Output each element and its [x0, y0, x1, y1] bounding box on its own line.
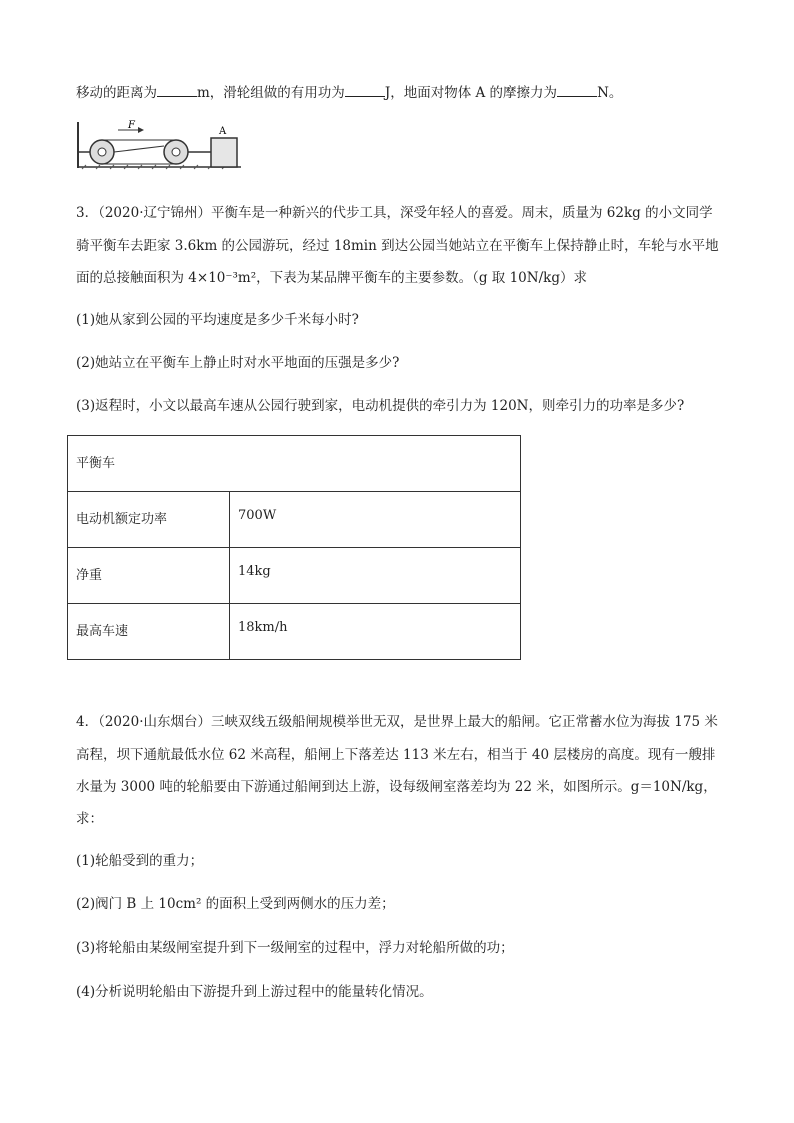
q3-stem-line-2: 骑平衡车去距家 3.6km 的公园游玩，经过 18min 到达公园当她站立在平衡车上保持静止时，车轮与水平地: [76, 238, 719, 254]
pulley-diagram: [76, 120, 246, 170]
q4-stem-line-4: 求：: [76, 811, 103, 827]
q3-sub-2: (2)她站立在平衡车上静止时对水平地面的压强是多少?: [76, 355, 400, 371]
q4-sub-3: (3)将轮船由某级闸室提升到下一级闸室的过程中，浮力对轮船所做的功；: [76, 940, 514, 956]
table-cell-value: 14kg: [230, 548, 521, 604]
q3-stem-line-3: 面的总接触面积为 4×10⁻³m²，下表为某品牌平衡车的主要参数。（g 取 10N/kg）求: [76, 270, 587, 286]
spec-table: [67, 435, 521, 660]
table-header-cell: 平衡车: [68, 436, 521, 492]
table-cell-value: 18km/h: [230, 604, 521, 660]
q2-text-3: J，地面对物体 A 的摩擦力为: [384, 85, 558, 101]
block-label: A: [219, 126, 227, 137]
force-label: F: [128, 120, 135, 131]
table-row: [68, 492, 521, 548]
q2-text-1: 移动的距离为: [76, 85, 157, 101]
answer-blank-friction[interactable]: [557, 82, 597, 97]
q4-sub-2: (2)阀门 B 上 10cm² 的面积上受到两侧水的压力差；: [76, 896, 395, 912]
q4-stem-line-2: 高程，坝下通航最低水位 62 米高程，船闸上下落差达 113 米左右，相当于 40 层楼房的高度。现有一艘排: [76, 747, 716, 763]
table-row: [68, 604, 521, 660]
table-row: [68, 548, 521, 604]
block-a: [211, 138, 237, 167]
q2-answer-line: [76, 82, 622, 103]
q4-sub-1: (1)轮船受到的重力；: [76, 853, 204, 869]
answer-blank-work[interactable]: [345, 82, 385, 97]
answer-blank-distance[interactable]: [157, 82, 197, 97]
q4-sub-4: (4)分析说明轮船由下游提升到上游过程中的能量转化情况。: [76, 984, 433, 1000]
table-cell-value: 700W: [230, 492, 521, 548]
q4-stem-line-1: 4．（2020·山东烟台）三峡双线五级船闸规模举世无双，是世界上最大的船闸。它正常蓄水位为海拔 175 米: [76, 714, 718, 730]
q4-stem-line-3: 水量为 3000 吨的轮船要由下游通过船闸到达上游，设每级闸室落差均为 22 米，如图所示。g＝10N/kg，: [76, 779, 717, 795]
force-arrow: [138, 127, 144, 133]
q2-text-2: m，滑轮组做的有用功为: [197, 85, 345, 101]
table-cell-label: 电动机额定功率: [68, 492, 230, 548]
table-cell-label: 净重: [68, 548, 230, 604]
q3-sub-1: (1)她从家到公园的平均速度是多少千米每小时?: [76, 312, 359, 328]
q3-stem-line-1: 3．（2020·辽宁锦州）平衡车是一种新兴的代步工具，深受年轻人的喜爱。周末，质量为 62kg 的小文同学: [76, 205, 713, 221]
q2-text-4: N。: [597, 85, 623, 101]
table-header-row: [68, 436, 521, 492]
q3-sub-3: (3)返程时，小文以最高车速从公园行驶到家，电动机提供的牵引力为 120N，则牵引力的功率是多少?: [76, 398, 685, 414]
table-cell-label: 最高车速: [68, 604, 230, 660]
